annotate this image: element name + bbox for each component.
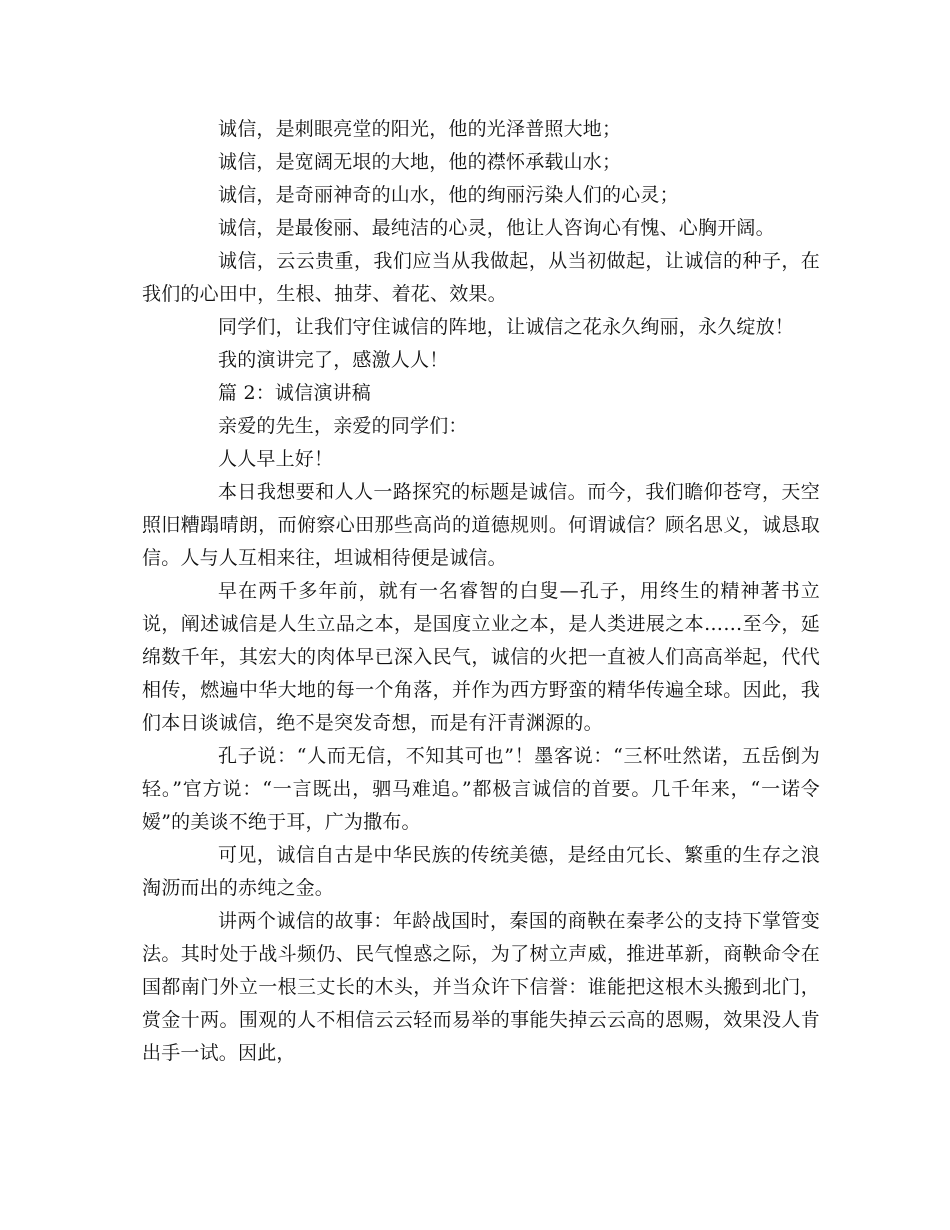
paragraph: 诚信，是奇丽神奇的山水，他的绚丽污染人们的心灵； [218,184,679,206]
paragraph: 孔子说：“人而无信，不知其可也”！墨客说：“三杯吐然诺，五岳倒为轻。”官方说：“一言既出，驷马难追。”都极言诚信的首要。几千年来，“一诺令嫒”的美谈不绝于耳，广为撒布。 [142,745,820,833]
document-body [142,113,820,1070]
paragraph: 诚信，是最俊丽、最纯洁的心灵，他让人咨询心有愧、心胸开阔。 [218,217,775,239]
paragraph: 讲两个诚信的故事：年龄战国时，秦国的商鞅在秦孝公的支持下掌管变法。其时处于战斗频仍、民气惶惑之际，为了树立声威，推进革新，商鞅命令在国都南门外立一根三丈长的木头，并当众许下信誉：谁能把这根木头搬到北门，赏金十两。围观的人不相信云云轻而易举的事能失掉云云高的恩赐，效果没人肯出手一试。因此， [142,910,820,1064]
paragraph: 我的演讲完了，感激人人！ [218,349,449,371]
paragraph: 诚信，是刺眼亮堂的阳光，他的光泽普照大地； [218,118,622,140]
section-heading: 篇 2：诚信演讲稿 [218,382,371,404]
paragraph: 本日我想要和人人一路探究的标题是诚信。而今，我们瞻仰苍穹，天空照旧糟蹋晴朗，而俯察心田那些高尚的道德规则。何谓诚信？顾名思义，诚恳取信。人与人互相来往，坦诚相待便是诚信。 [142,481,820,569]
salutation: 亲爱的先生，亲爱的同学们： [218,415,468,437]
paragraph: 诚信，云云贵重，我们应当从我做起，从当初做起，让诚信的种子，在我们的心田中，生根、抽芽、着花、效果。 [142,250,820,305]
paragraph: 诚信，是宽阔无垠的大地，他的襟怀承载山水； [218,151,622,173]
paragraph: 同学们，让我们守住诚信的阵地，让诚信之花永久绚丽，永久绽放！ [218,316,795,338]
greeting: 人人早上好！ [218,448,334,470]
paragraph: 早在两千多年前，就有一名睿智的白叟—孔子，用终生的精神著书立说，阐述诚信是人生立品之本，是国度立业之本，是人类进展之本……至今，延绵数千年，其宏大的肉体早已深入民气，诚信的火把一直被人们高高举起，代代相传，燃遍中华大地的每一个角落，并作为西方野蛮的精华传遍全球。因此，我们本日谈诚信，绝不是突发奇想，而是有汗青渊源的。 [142,580,820,734]
paragraph: 可见，诚信自古是中华民族的传统美德，是经由冗长、繁重的生存之浪淘沥而出的赤纯之金。 [142,844,820,899]
